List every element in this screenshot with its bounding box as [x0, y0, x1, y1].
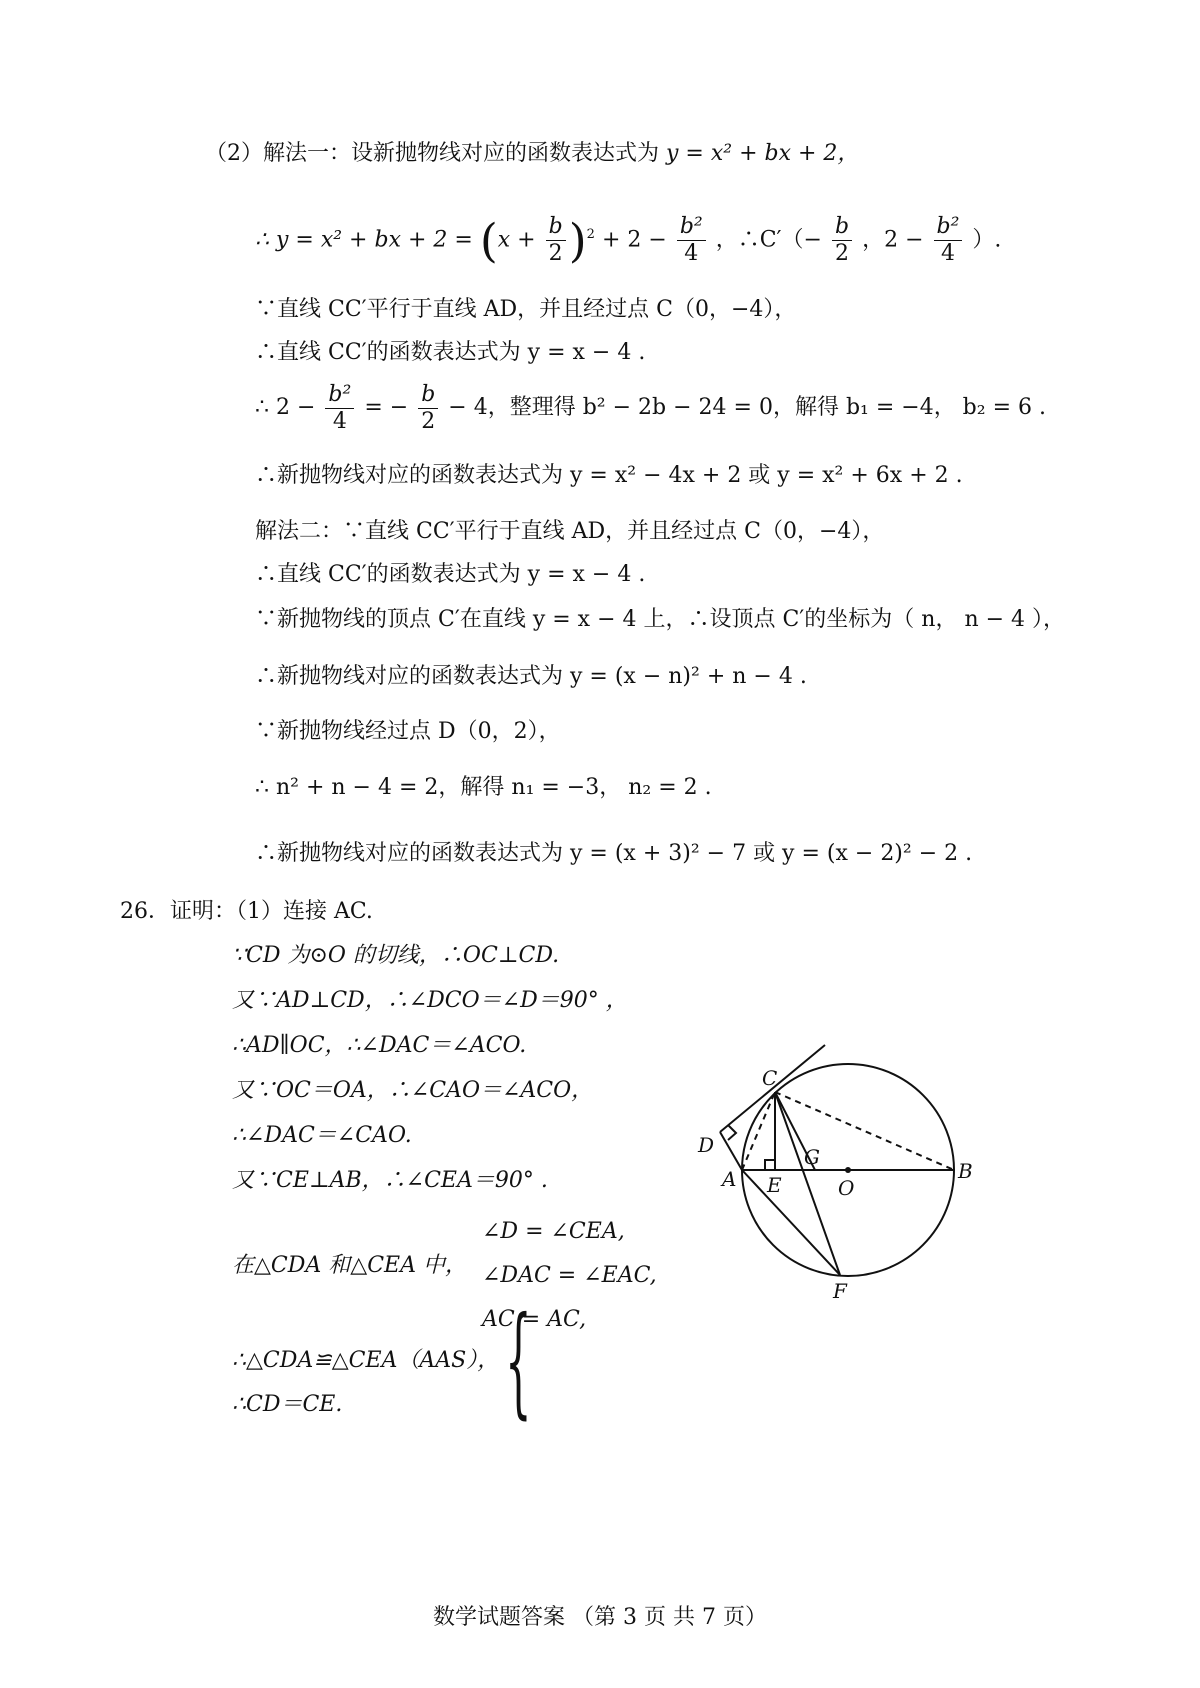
equation: x +	[497, 227, 536, 253]
text: （2）解法一：设新抛物线对应的函数表达式为	[205, 141, 659, 166]
equation: = −	[364, 395, 409, 420]
center-point	[845, 1167, 851, 1173]
denominator: 4	[684, 240, 699, 266]
denominator: 2	[548, 240, 563, 266]
text-line: ∴直线 CC′的函数表达式为 y = x − 4 .	[255, 340, 646, 365]
text-line: ∴新抛物线对应的函数表达式为 y = (x − n)² + n − 4 .	[255, 664, 807, 689]
text-line: ∴直线 CC′的函数表达式为 y = x − 4 .	[255, 562, 646, 587]
text-line: ∴ n² + n − 4 = 2，解得 n₁ = −3， n₂ = 2 .	[255, 775, 712, 800]
text-line: 又∵OC＝OA，∴∠CAO＝∠ACO，	[232, 1078, 594, 1103]
denominator: 2	[421, 408, 436, 434]
text-line: ∴∠DAC＝∠CAO.	[232, 1123, 412, 1148]
numerator: b²	[677, 214, 706, 241]
fraction	[325, 382, 354, 435]
text-line: ∵CD 为⊙O 的切线，∴OC⊥CD.	[232, 943, 560, 968]
label-c: C	[762, 1066, 778, 1090]
numerator: b²	[934, 214, 963, 241]
equation: ∴ y = x² + bx + 2 =	[255, 227, 473, 253]
fraction	[934, 214, 963, 267]
text: ）.	[972, 227, 1002, 253]
text-line	[255, 378, 1046, 438]
right-angle-d	[728, 1125, 736, 1140]
label-a: A	[722, 1167, 737, 1191]
condition: AC = AC,	[482, 1307, 587, 1332]
label-b: B	[958, 1159, 973, 1183]
label-g: G	[804, 1145, 820, 1169]
fraction	[546, 214, 566, 267]
text-line: ∴新抛物线对应的函数表达式为 y = (x + 3)² − 7 或 y = (x − 2)² − 2 .	[255, 841, 973, 866]
text: ，2 −	[862, 227, 924, 253]
label-f: F	[833, 1279, 847, 1303]
label-o: O	[838, 1176, 855, 1200]
text-line: ∴CD＝CE.	[232, 1392, 343, 1417]
text-line: ∵直线 CC′平行于直线 AD，并且经过点 C（0，−4），	[255, 297, 797, 322]
text-line: ∵新抛物线的顶点 C′在直线 y = x − 4 上，∴设顶点 C′的坐标为（ n， n − 4 ），	[255, 607, 1066, 632]
text-line: 在△CDA 和△CEA 中，	[232, 1253, 467, 1278]
paren: )	[568, 213, 587, 268]
text-line: 又∵AD⊥CD，∴∠DCO＝∠D＝90° ，	[232, 988, 628, 1013]
equation: ∴ 2 −	[255, 395, 316, 420]
text-line: ∴AD∥OC，∴∠DAC＝∠ACO.	[232, 1033, 527, 1058]
denominator: 2	[835, 240, 850, 266]
segment-ac-dashed	[742, 1092, 775, 1170]
text-line: 又∵CE⊥AB，∴∠CEA＝90° .	[232, 1168, 548, 1193]
numerator: b	[546, 214, 566, 241]
text-line: ∵新抛物线经过点 D（0，2），	[255, 719, 561, 744]
right-angle-e	[765, 1160, 775, 1170]
paren: (	[479, 213, 498, 268]
equation: y = x² + bx + 2，	[666, 141, 860, 166]
page-footer: 数学试题答案 （第 3 页 共 7 页）	[433, 1605, 767, 1630]
text-line: ∴ y = x² + bx + 2 = (x + $\frac{b}{2}$ )$^2$ + 2 − $\frac{\text{b²}}{4}$ ，∴C′（− $\frac{b}{2}$ ，2 − $\frac{\text{b²}}{4}$ ）.	[255, 213, 1002, 268]
condition: ∠D = ∠CEA,	[482, 1219, 625, 1244]
equation: − 4，整理得 b² − 2b − 24 = 0，解得 b₁ = −4， b₂ = 6 .	[448, 395, 1046, 420]
denominator: 4	[332, 408, 347, 434]
label-d: D	[698, 1133, 715, 1157]
equation: + 2 −	[601, 227, 667, 253]
text-line: 解法二：∵直线 CC′平行于直线 AD，并且经过点 C（0，−4），	[255, 519, 885, 544]
fraction	[677, 214, 706, 267]
numerator: b	[832, 214, 852, 241]
text-line: ∴△CDA≌△CEA（AAS），	[232, 1348, 500, 1373]
segment-cf	[775, 1092, 840, 1275]
condition: ∠DAC = ∠EAC,	[482, 1263, 657, 1288]
brace-icon: {	[505, 1292, 532, 1431]
numerator: b	[418, 382, 438, 409]
text-line	[205, 138, 859, 170]
label-e: E	[767, 1173, 782, 1197]
fraction	[832, 214, 852, 267]
denominator: 4	[940, 240, 955, 266]
fraction	[418, 382, 438, 435]
condition-system	[482, 1210, 657, 1342]
text-line: ∴新抛物线对应的函数表达式为 y = x² − 4x + 2 或 y = x² + 6x + 2 .	[255, 463, 963, 488]
segment-cb-dashed	[775, 1092, 954, 1170]
geometry-figure	[690, 1040, 1010, 1320]
numerator: b²	[325, 382, 354, 409]
text: ，∴C′（−	[715, 227, 822, 253]
question-heading: 26．证明：（1）连接 AC.	[120, 899, 373, 924]
